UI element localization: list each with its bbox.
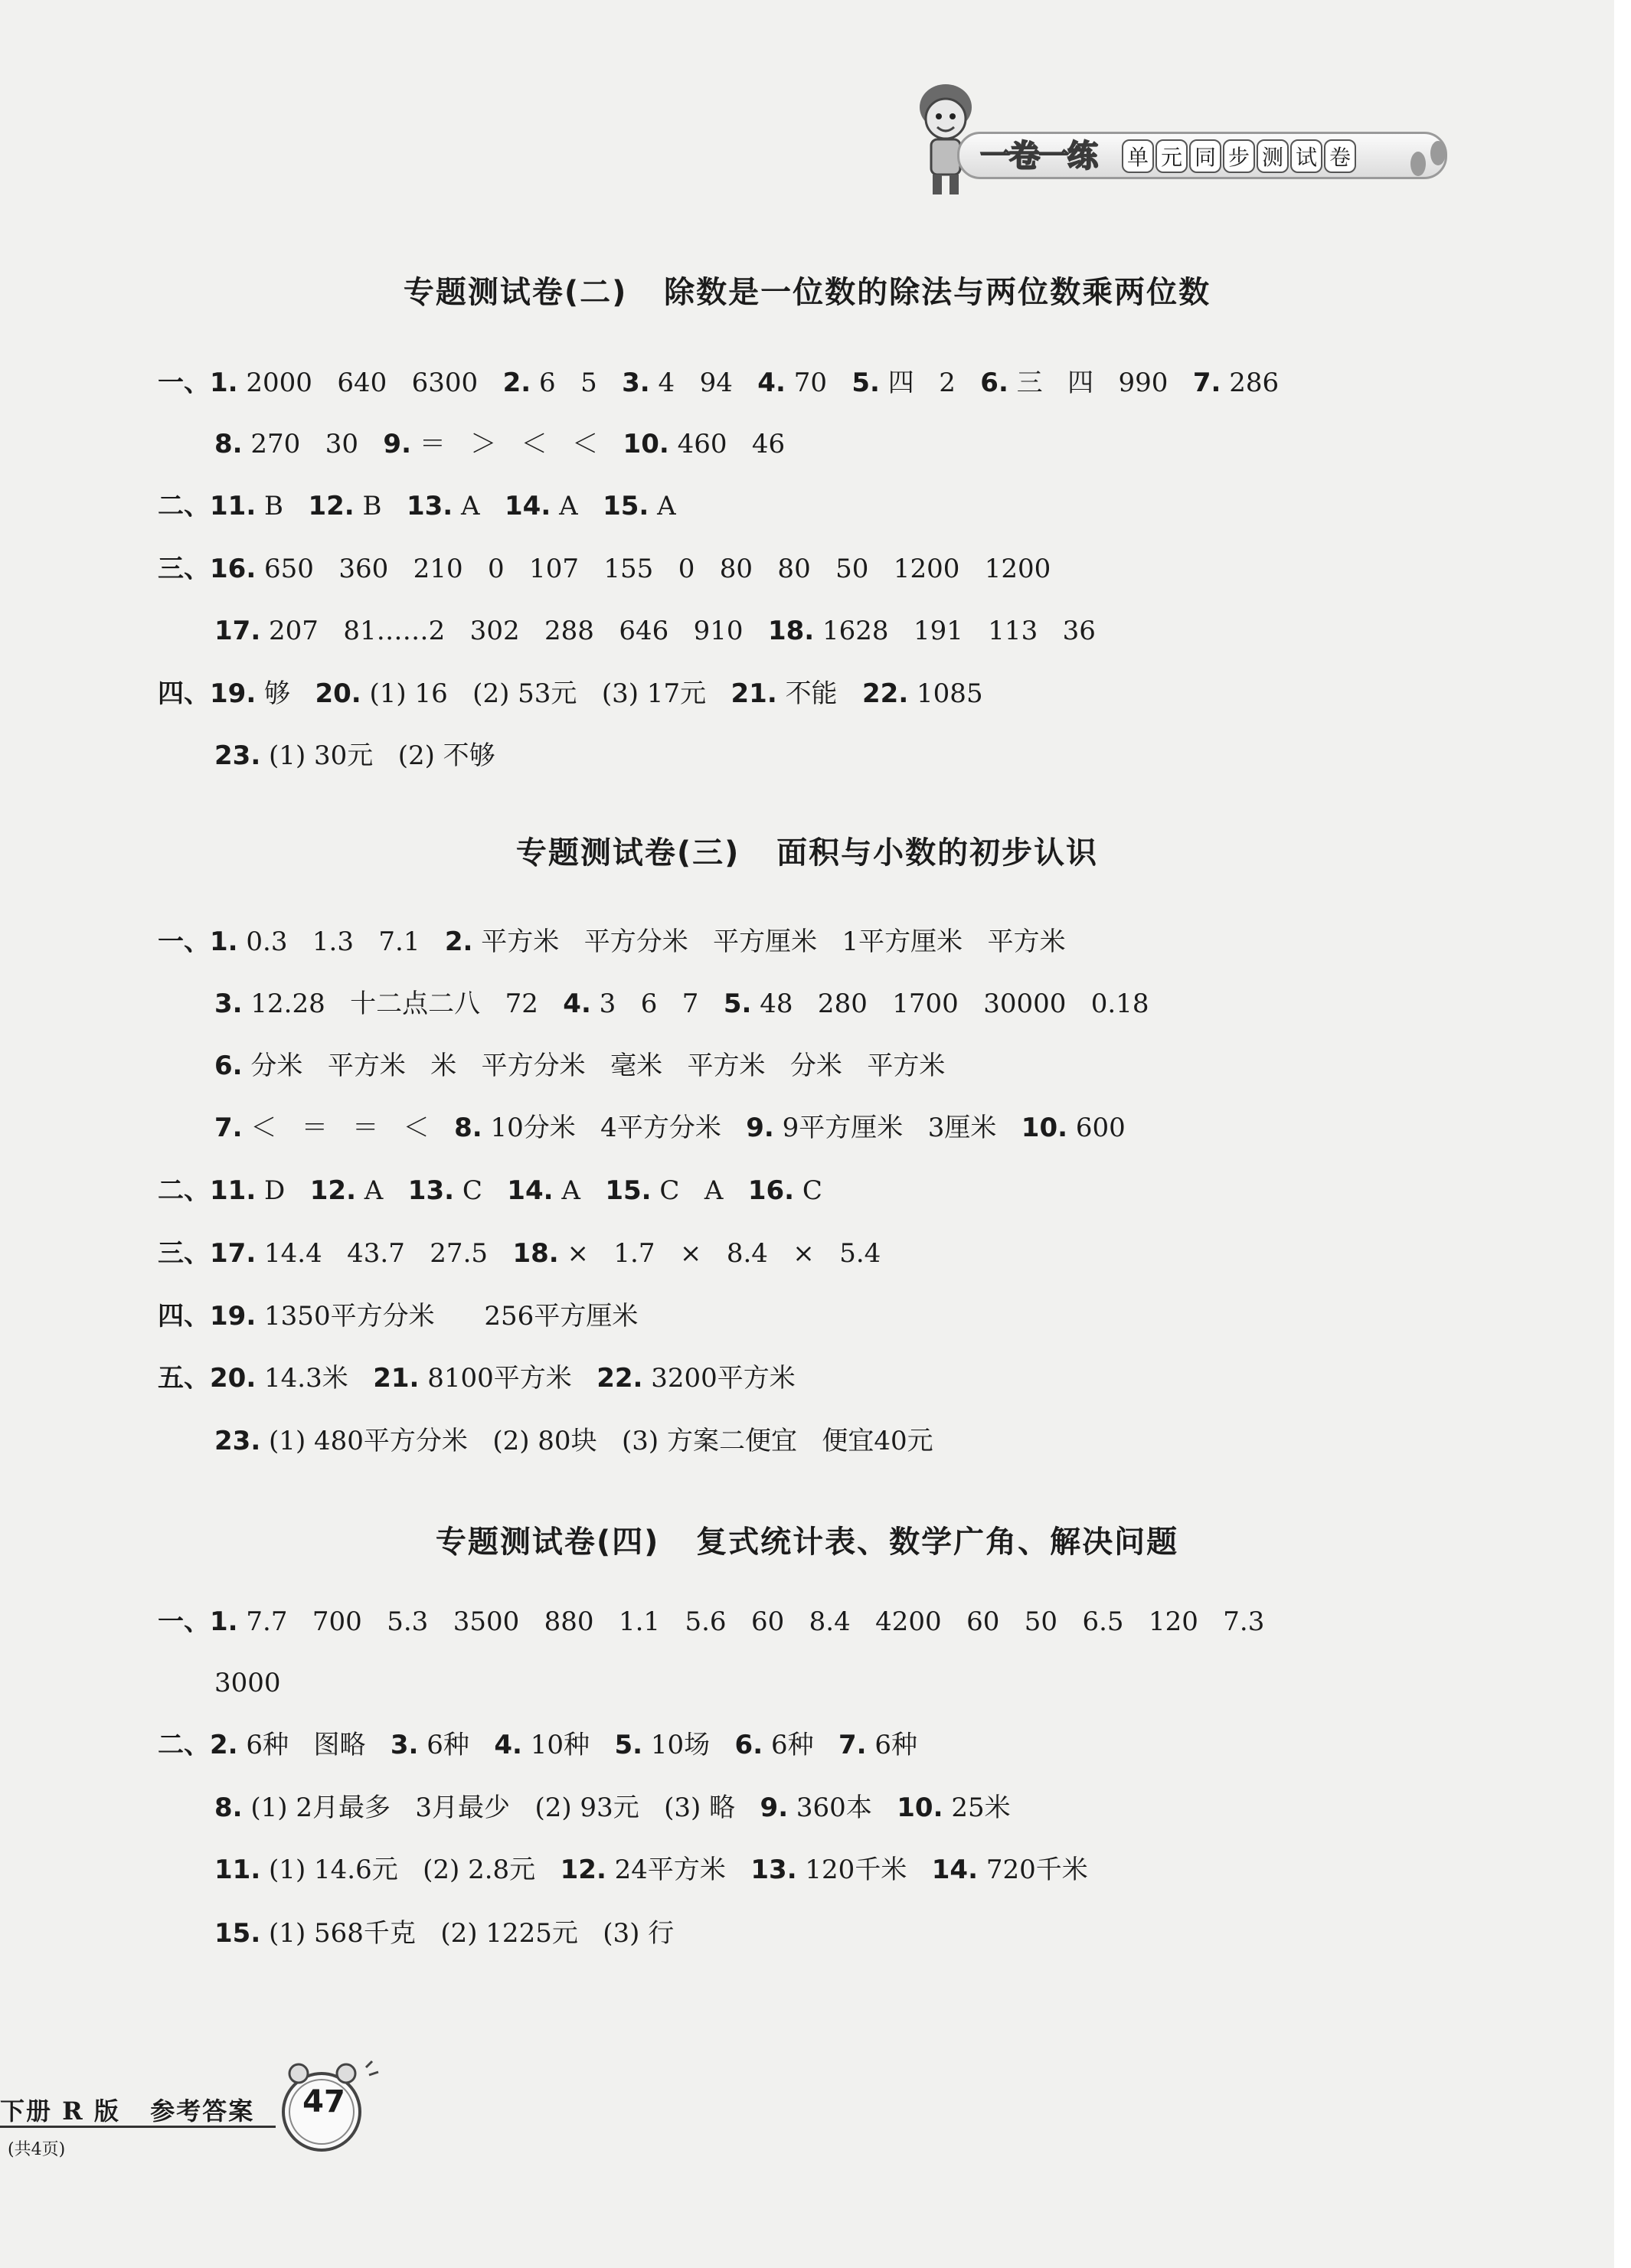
answer-line <box>158 923 1066 960</box>
question-number: 6. <box>734 1730 763 1760</box>
question-number: 15. <box>214 1918 261 1949</box>
question-number: 7. <box>838 1730 867 1760</box>
answer-text: 0.3 1.3 7.1 <box>246 926 420 957</box>
answer-line <box>214 1047 945 1084</box>
answer-text: 14.4 43.7 27.5 <box>264 1238 489 1269</box>
banner-tag: 元 <box>1155 139 1188 173</box>
question-number: 10. <box>623 429 669 459</box>
question-number: 18. <box>767 616 815 646</box>
question-number: 5. <box>614 1730 643 1760</box>
answer-text: 平方米 平方分米 平方厘米 1平方厘米 平方米 <box>481 926 1066 957</box>
answer-text: 207 81……2 302 288 646 910 <box>269 616 744 646</box>
answer-text: 6种 图略 <box>246 1730 366 1760</box>
question-number: 14. <box>931 1855 978 1885</box>
page-count-label: (共4页) <box>8 2140 66 2159</box>
series-logo: 一卷一练 <box>980 139 1097 174</box>
question-number: 16. <box>210 554 257 584</box>
question-number: 8. <box>214 1793 243 1823</box>
question-number: 10. <box>897 1793 943 1823</box>
page-edge <box>1614 0 1631 2268</box>
question-number: 1. <box>210 368 238 398</box>
part-label: 一、 <box>158 1606 210 1637</box>
answer-text: 10场 <box>650 1730 711 1760</box>
question-number: 11. <box>210 491 257 521</box>
question-number: 16. <box>747 1175 795 1206</box>
banner-tag: 同 <box>1189 139 1221 173</box>
answer-text: 6种 <box>874 1730 918 1760</box>
question-number: 20. <box>210 1363 257 1394</box>
answer-text: 分米 平方米 米 平方分米 毫米 平方米 分米 平方米 <box>250 1051 946 1081</box>
answer-text: 25米 <box>951 1793 1011 1823</box>
question-number: 13. <box>750 1855 797 1885</box>
answer-text: 120千米 <box>805 1855 907 1885</box>
answer-text: (1) 2月最多 3月最少 (2) 93元 (3) 略 <box>250 1793 736 1823</box>
answer-line <box>214 1665 281 1701</box>
answer-text: 360本 <box>796 1793 872 1823</box>
question-number: 5. <box>851 368 880 398</box>
part-label: 二、 <box>158 491 210 521</box>
footprints-icon <box>1401 130 1455 184</box>
answer-text: 460 46 <box>677 429 786 459</box>
question-number: 4. <box>757 368 786 398</box>
question-number: 6. <box>980 368 1008 398</box>
banner-tag: 卷 <box>1324 139 1356 173</box>
section-title: 专题测试卷(二) 除数是一位数的除法与两位数乘两位数 <box>403 275 1211 310</box>
answer-text: 286 <box>1229 368 1280 398</box>
question-number: 3. <box>214 989 243 1019</box>
answer-text: 三 四 990 <box>1016 368 1169 398</box>
answer-text: A <box>461 491 480 521</box>
part-label: 二、 <box>158 1175 210 1206</box>
banner-tag: 单 <box>1122 139 1154 173</box>
answer-text: 270 30 <box>250 429 358 459</box>
series-banner <box>904 77 1463 207</box>
answer-text: × 1.7 × 8.4 × 5.4 <box>567 1238 881 1269</box>
part-label: 四、 <box>158 1301 210 1332</box>
answer-text: 70 <box>793 368 827 398</box>
part-label: 四、 <box>158 678 210 709</box>
answer-line <box>214 1915 674 1952</box>
answer-text: A <box>559 491 578 521</box>
part-label: 一、 <box>158 368 210 398</box>
question-number: 10. <box>1021 1113 1068 1143</box>
answer-text: (1) 568千克 (2) 1225元 (3) 行 <box>269 1918 675 1949</box>
answer-text: C A <box>659 1175 724 1206</box>
answer-text: 10分米 4平方分米 <box>490 1113 721 1143</box>
answer-text: 720千米 <box>985 1855 1088 1885</box>
question-number: 19. <box>210 1301 257 1332</box>
answer-text: (1) 16 (2) 53元 (3) 17元 <box>369 678 707 709</box>
part-label: 三、 <box>158 554 210 584</box>
answer-text: 3200平方米 <box>651 1363 796 1394</box>
answer-text: 10种 <box>530 1730 590 1760</box>
answer-text: C <box>462 1175 482 1206</box>
part-label: 二、 <box>158 1730 210 1760</box>
banner-tag: 测 <box>1257 139 1289 173</box>
question-number: 11. <box>210 1175 257 1206</box>
part-label: 三、 <box>158 1238 210 1269</box>
answer-text: ＝ ＞ ＜ ＜ <box>419 429 599 459</box>
answer-text: A <box>364 1175 384 1206</box>
footer-divider <box>0 2126 276 2128</box>
answer-line <box>214 426 785 462</box>
question-number: 5. <box>723 989 752 1019</box>
answer-text: B <box>362 491 382 521</box>
answer-text: 7.7 700 5.3 3500 880 1.1 5.6 60 8.4 4200 60 50 6.5 120 7.3 <box>246 1606 1265 1637</box>
banner-tag: 试 <box>1290 139 1322 173</box>
answer-line <box>214 613 1096 649</box>
answer-text: 不能 <box>785 678 838 709</box>
question-number: 22. <box>862 678 909 709</box>
question-number: 18. <box>512 1238 559 1269</box>
answer-text: 6种 <box>427 1730 469 1760</box>
question-number: 2. <box>444 926 473 957</box>
question-number: 3. <box>390 1730 419 1760</box>
question-number: 11. <box>214 1855 261 1885</box>
question-number: 12. <box>308 491 355 521</box>
question-number: 13. <box>406 491 453 521</box>
question-number: 9. <box>746 1113 774 1143</box>
answer-text: 6种 <box>770 1730 814 1760</box>
answer-line <box>158 488 676 525</box>
answer-line <box>214 1423 933 1459</box>
question-number: 12. <box>309 1175 356 1206</box>
question-number: 9. <box>383 429 411 459</box>
question-number: 2. <box>210 1730 238 1760</box>
answer-text: 650 360 210 0 107 155 0 80 80 50 1200 1200 <box>264 554 1051 584</box>
question-number: 15. <box>603 491 649 521</box>
answer-line <box>158 1727 917 1763</box>
question-number: 15. <box>605 1175 652 1206</box>
question-number: 1. <box>210 926 238 957</box>
answer-line <box>158 1298 638 1335</box>
book-edition-label: 下册 R 版 参考答案 <box>0 2096 255 2126</box>
answer-text: 3 6 7 <box>599 989 699 1019</box>
question-number: 17. <box>214 616 261 646</box>
answer-text: 够 <box>264 678 291 709</box>
question-number: 22. <box>597 1363 643 1394</box>
answer-text: 48 280 1700 30000 0.18 <box>760 989 1149 1019</box>
answer-text: 1085 <box>917 678 983 709</box>
answer-text: 2000 640 6300 <box>246 368 479 398</box>
answer-text: 12.28 十二点二八 72 <box>250 989 538 1019</box>
question-number: 3. <box>622 368 650 398</box>
answer-text: 1628 191 113 36 <box>822 616 1096 646</box>
question-number: 13. <box>407 1175 455 1206</box>
answer-text: 1350平方分米 256平方厘米 <box>264 1301 639 1332</box>
answer-text: 四 2 <box>887 368 956 398</box>
answer-line <box>158 675 983 712</box>
banner-tags <box>1122 139 1356 173</box>
answer-text: 9平方厘米 3厘米 <box>782 1113 997 1143</box>
answer-text: ＜ ＝ ＝ ＜ <box>250 1113 430 1143</box>
answer-text: (1) 480平方分米 (2) 80块 (3) 方案二便宜 便宜40元 <box>269 1426 933 1456</box>
question-number: 9. <box>760 1793 789 1823</box>
answer-line <box>214 737 495 774</box>
answer-text: 14.3米 <box>264 1363 348 1394</box>
answer-text: B <box>264 491 284 521</box>
question-number: 14. <box>505 491 551 521</box>
question-number: 17. <box>210 1238 257 1269</box>
question-number: 19. <box>210 678 257 709</box>
question-number: 7. <box>1192 368 1221 398</box>
section-title: 专题测试卷(三) 面积与小数的初步认识 <box>515 835 1099 871</box>
answer-line <box>214 985 1149 1022</box>
question-number: 14. <box>507 1175 554 1206</box>
page-number: 47 <box>302 2084 345 2119</box>
answer-text: A <box>561 1175 580 1206</box>
banner-tag: 步 <box>1223 139 1255 173</box>
answer-line <box>158 1235 881 1272</box>
question-number: 6. <box>214 1051 243 1081</box>
answer-line <box>158 1603 1264 1640</box>
question-number: 21. <box>373 1363 420 1394</box>
question-number: 2. <box>502 368 531 398</box>
section-title: 专题测试卷(四) 复式统计表、数学广角、解决问题 <box>435 1525 1179 1560</box>
answer-line <box>214 1851 1088 1888</box>
answer-text: 3000 <box>214 1668 281 1698</box>
answer-text: 6 5 <box>539 368 597 398</box>
question-number: 8. <box>214 429 243 459</box>
question-number: 21. <box>731 678 777 709</box>
question-number: 4. <box>563 989 591 1019</box>
answer-line <box>158 551 1051 587</box>
answer-line <box>158 1172 822 1209</box>
part-label: 五、 <box>158 1363 210 1394</box>
answer-line <box>158 364 1279 401</box>
part-label: 一、 <box>158 926 210 957</box>
answer-text: 24平方米 <box>614 1855 726 1885</box>
answer-line <box>214 1109 1126 1146</box>
question-number: 1. <box>210 1606 238 1637</box>
answer-text: A <box>657 491 676 521</box>
answer-text: D <box>264 1175 286 1206</box>
question-number: 12. <box>560 1855 606 1885</box>
question-number: 20. <box>315 678 361 709</box>
answer-line <box>214 1789 1011 1826</box>
answer-text: 8100平方米 <box>427 1363 572 1394</box>
answer-text: (1) 14.6元 (2) 2.8元 <box>269 1855 536 1885</box>
answer-text: 4 94 <box>658 368 733 398</box>
question-number: 7. <box>214 1113 243 1143</box>
answer-line <box>158 1360 796 1397</box>
answer-text: 600 <box>1075 1113 1126 1143</box>
question-number: 23. <box>214 740 261 771</box>
answer-text: (1) 30元 (2) 不够 <box>269 740 495 771</box>
question-number: 23. <box>214 1426 261 1456</box>
answer-text: C <box>802 1175 822 1206</box>
question-number: 4. <box>494 1730 522 1760</box>
question-number: 8. <box>454 1113 482 1143</box>
